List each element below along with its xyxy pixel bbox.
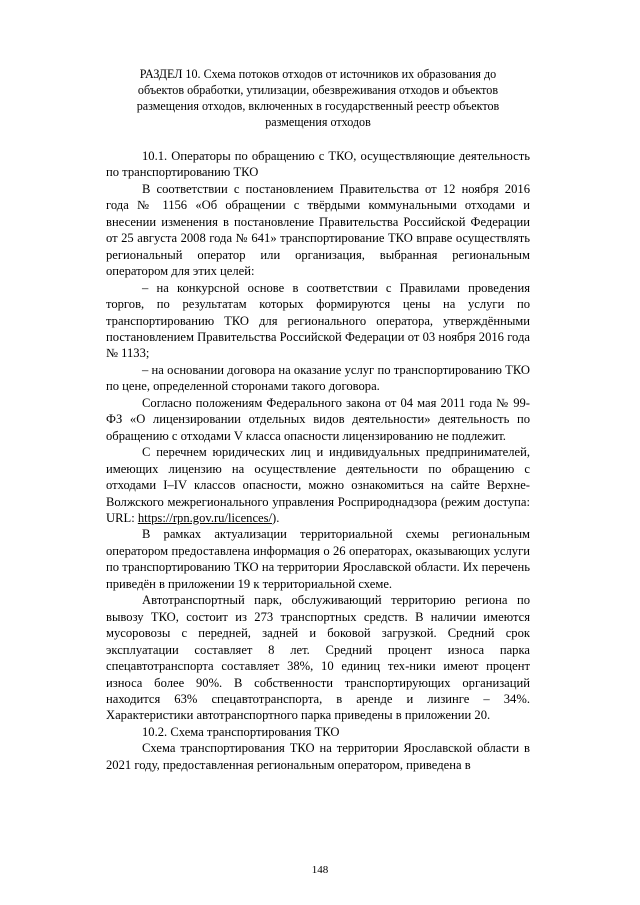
list-item: – на конкурсной основе в соответствии с Правилами проведения торгов, по результатам которых формируются цены на услуги по транспортированию ТКО для регионального оператора, утверждёнными постановлением Правительства Российской Федерации от 03 ноября 2016 года № 1133; [106,280,530,361]
body-paragraph: Автотранспортный парк, обслуживающий территорию региона по вывозу ТКО, состоит из 273 транспортных средств. В наличии имеются мусоровозы с передней, задней и боковой загрузкой. Средний срок эксплуатации составляет 8 лет. Средний процент износа парка спецавтотранспорта составляет 38%, 10 единиц тех-ники имеют процент износа более 90%. В собственности транспортирующих организаций находится 63% спецавтотранспорта, в аренде и лизинге – 34%. Характеристики автотранспортного парка приведены в приложении 20. [106,593,530,723]
body-paragraph: Согласно положениям Федерального закона от 04 мая 2011 года № 99-ФЗ «О лицензировании отдельных видов деятельности» деятельность по обращению с отходами V класса опасности лицензированию не подлежит. [106,395,530,443]
page-number: 148 [311,864,329,876]
heading-line: РАЗДЕЛ 10. Схема потоков отходов от источников их образования до [139,67,497,81]
subsection-title: 10.2. Схема транспортирования ТКО [142,724,340,739]
rpn-licences-link[interactable]: https://rpn.gov.ru/licences/ [137,510,273,525]
heading-line: размещения отходов, включенных в государственный реестр объектов [136,99,500,113]
list-item: – на основании договора на оказание услуг по транспортированию ТКО по цене, определенной сторонами такого договора. [106,362,530,394]
body-paragraph [106,444,530,526]
heading-line: объектов обработки, утилизации, обезвреживания отходов и объектов [137,83,499,97]
heading-line: размещения отходов [265,115,371,129]
paragraph-text-end: ). [272,510,280,525]
section-heading [106,66,530,130]
document-page [106,66,530,773]
paragraph-text: С перечнем юридических лиц и индивидуальных предпринимателей, имеющих лицензию на осуществление деятельности по обращению с отходами I–IV классов опасности, можно ознакомиться на сайте Верхне-Волжского межрегионального управления Росприроднадзора (режим доступа: URL: [106,445,530,525]
body-paragraph: Схема транспортирования ТКО на территории Ярославской области в 2021 году, предоставленная региональным оператором, приведена в [106,741,530,772]
subsection-title: 10.1. Операторы по обращению с ТКО, осуществляющие деятельность по транспортированию ТКО [106,149,530,180]
body-paragraph: В соответствии с постановлением Правительства от 12 ноября 2016 года № 1156 «Об обращении с твёрдыми коммунальными отходами и внесении изменения в постановление Правительства Российской Федерации от 25 августа 2008 года № 641» транспортирование ТКО вправе осуществлять региональный оператор или организация, выбранная региональным оператором для этих целей: [106,181,530,279]
body-paragraph: В рамках актуализации территориальной схемы региональным оператором предоставлена информация о 26 операторах, оказывающих услуги по транспортированию ТКО на территории Ярославской области. Их перечень приведён в приложении 19 к территориальной схеме. [106,527,530,591]
